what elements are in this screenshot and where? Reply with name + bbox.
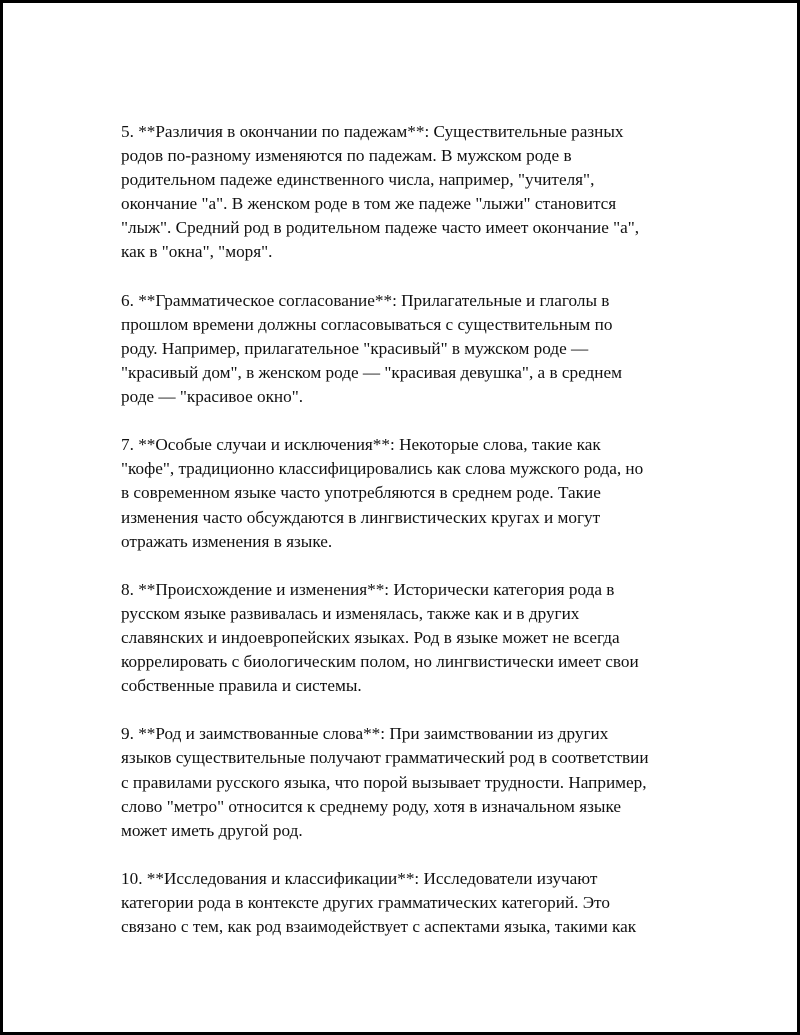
text-line: родов по-разному изменяются по падежам. В мужском роде в — [121, 146, 572, 166]
text-line: с правилами русского языка, что порой вызывает трудности. Например, — [121, 772, 647, 792]
text-line: русском языке развивалась и изменялась, также как и в других — [121, 603, 580, 623]
text-line: 10. **Исследования и классификации**: Исследователи изучают — [121, 868, 598, 888]
text-line: славянских и индоевропейских языках. Род в языке может не всегда — [121, 627, 620, 647]
paragraph-7 — [121, 433, 701, 553]
text-line: роде — "красивое окно". — [121, 387, 304, 407]
text-line: категории рода в контексте других грамматических категорий. Это — [121, 893, 610, 912]
paragraph-6 — [121, 289, 701, 409]
text-line: 7. **Особые случаи и исключения**: Некоторые слова, такие как — [121, 435, 601, 455]
text-line: прошлом времени должны согласовываться с существительным по — [121, 314, 613, 334]
text-line: языков существительные получают грамматический род в соответствии — [121, 748, 649, 768]
text-line: коррелировать с биологическим полом, но лингвистически имеет свои — [121, 652, 639, 672]
text-line: "красивый дом", в женском роде — "красивая девушка", а в среднем — [121, 362, 622, 382]
text-line: 6. **Грамматическое согласование**: Прилагательные и глаголы в — [121, 290, 610, 310]
text-line: отражать изменения в языке. — [121, 531, 333, 551]
text-line: собственные правила и системы. — [121, 676, 362, 696]
text-line: связано с тем, как род взаимодействует с аспектами языка, такими как — [121, 917, 637, 937]
paragraph-8 — [121, 578, 701, 698]
text-line: слово "метро" относится к среднему роду, хотя в изначальном языке — [121, 796, 622, 816]
text-line: "лыж". Средний род в родительном падеже часто имеет окончание "а", — [121, 218, 640, 238]
text-line: роду. Например, прилагательное "красивый" в мужском роде — — [121, 338, 589, 358]
text-line: 5. **Различия в окончании по падежам**: Существительные разных — [121, 122, 624, 141]
text-line: 9. **Род и заимствованные слова**: При заимствовании из других — [121, 724, 609, 744]
text-line: 8. **Происхождение и изменения**: Исторически категория рода в — [121, 579, 615, 599]
text-line: "кофе", традиционно классифицировались как слова мужского рода, но — [121, 459, 644, 479]
text-line: окончание "а". В женском роде в том же падеже "лыжи" становится — [121, 194, 617, 214]
text-line: изменения часто обсуждаются в лингвистических кругах и могут — [121, 507, 601, 527]
text-line: может иметь другой род. — [121, 820, 303, 840]
paragraph-5 — [121, 120, 701, 265]
document-body — [121, 120, 701, 963]
text-line: как в "окна", "моря". — [121, 242, 273, 262]
paragraph-10 — [121, 867, 701, 939]
text-line: в современном языке часто употребляются в среднем роде. Такие — [121, 483, 601, 503]
paragraph-9 — [121, 722, 701, 842]
text-line: родительном падеже единственного числа, например, "учителя", — [121, 170, 595, 190]
